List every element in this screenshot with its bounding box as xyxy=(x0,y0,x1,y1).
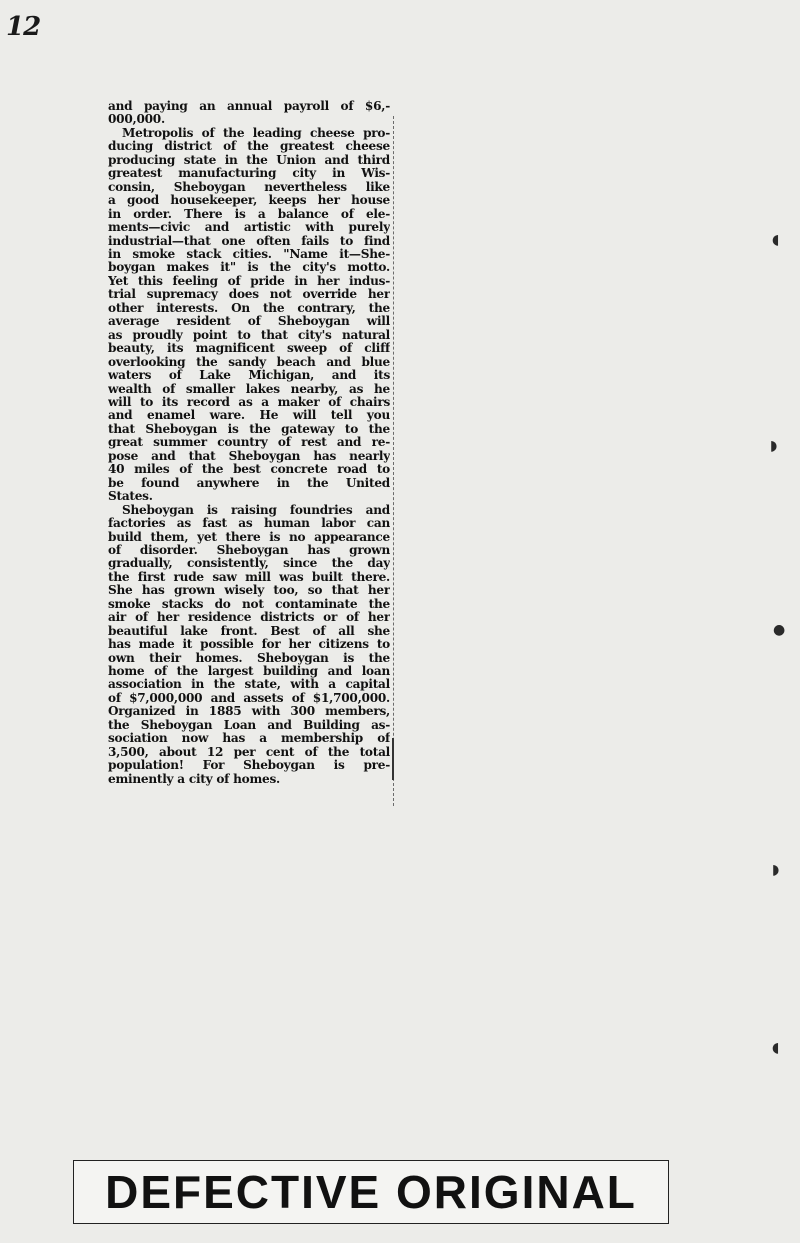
article-line: build them, yet there is no appearance xyxy=(108,530,390,544)
article-line: as proudly point to that city's natural xyxy=(108,328,390,342)
article-line: a good housekeeper, keeps her house xyxy=(108,194,390,208)
article-column xyxy=(108,100,390,786)
defective-original-stamp xyxy=(73,1160,669,1224)
article-line: producing state in the Union and third xyxy=(108,153,390,167)
article-line: and enamel ware. He will tell you xyxy=(108,409,390,423)
article-line: of $7,000,000 and assets of $1,700,000. xyxy=(108,691,390,705)
article-line: association in the state, with a capital xyxy=(108,678,390,692)
stamp-text: DEFECTIVE ORIGINAL xyxy=(105,1166,637,1218)
article-line: that Sheboygan is the gateway to the xyxy=(108,422,390,436)
article-line: waters of Lake Michigan, and its xyxy=(108,369,390,383)
article-line: She has grown wisely too, so that her xyxy=(108,584,390,598)
article-line: 000,000. xyxy=(108,113,165,127)
article-line: other interests. On the contrary, the xyxy=(108,301,390,315)
article-line: ments—civic and artistic with purely xyxy=(108,221,390,235)
punch-hole-mark: ● xyxy=(773,622,786,638)
article-line: greatest manufacturing city in Wis- xyxy=(108,167,390,181)
article-line: pose and that Sheboygan has nearly xyxy=(108,449,390,463)
article-line: consin, Sheboygan nevertheless like xyxy=(108,180,390,194)
article-line: of disorder. Sheboygan has grown xyxy=(108,543,390,557)
article-line: the first rude saw mill was built there. xyxy=(108,570,390,584)
article-line: be found anywhere in the United xyxy=(108,476,390,490)
article-line: 3,500, about 12 per cent of the total xyxy=(108,745,390,759)
article-line: great summer country of rest and re- xyxy=(108,436,390,450)
article-line: in smoke stack cities. "Name it—She- xyxy=(108,247,390,261)
punch-hole-mark: ◗ xyxy=(772,862,780,878)
article-line: industrial—that one often fails to find xyxy=(108,234,390,248)
article-line: average resident of Sheboygan will xyxy=(108,315,390,329)
article-line: factories as fast as human labor can xyxy=(108,517,390,531)
column-rule xyxy=(391,116,394,806)
article-line: beauty, its magnificent sweep of cliff xyxy=(108,342,390,356)
punch-hole-mark: ◗ xyxy=(770,438,778,454)
article-line: population! For Sheboygan is pre- xyxy=(108,759,390,773)
article-line: has made it possible for her citizens to xyxy=(108,638,390,652)
page-number: 12 xyxy=(6,12,41,42)
article-line: beautiful lake front. Best of all she xyxy=(108,624,390,638)
punch-hole-mark: ◖ xyxy=(772,232,780,248)
article-line: eminently a city of homes. xyxy=(108,772,280,786)
article-line: ducing district of the greatest cheese xyxy=(108,140,390,154)
article-line: gradually, consistently, since the day xyxy=(108,557,390,571)
article-line: and paying an annual payroll of $6,- xyxy=(108,100,390,113)
punch-hole-mark: ◖ xyxy=(772,1040,780,1056)
article-line: Yet this feeling of pride in her indus- xyxy=(108,274,390,288)
article-line: in order. There is a balance of ele- xyxy=(108,207,390,221)
article-line: own their homes. Sheboygan is the xyxy=(108,651,390,665)
article-line: air of her residence districts or of her xyxy=(108,611,390,625)
article-line: will to its record as a maker of chairs xyxy=(108,395,390,409)
article-line: trial supremacy does not override her xyxy=(108,288,390,302)
article-line: Organized in 1885 with 300 members, xyxy=(108,705,390,719)
article-line: overlooking the sandy beach and blue xyxy=(108,355,390,369)
newspaper-clipping xyxy=(104,98,394,810)
column-rule-mark xyxy=(392,738,394,780)
article-line: Sheboygan is raising foundries and xyxy=(122,503,390,517)
article-line: smoke stacks do not contaminate the xyxy=(108,597,390,611)
article-line: 40 miles of the best concrete road to xyxy=(108,463,390,477)
article-line: boygan makes it" is the city's motto. xyxy=(108,261,390,275)
article-line: home of the largest building and loan xyxy=(108,665,390,679)
article-line: the Sheboygan Loan and Building as- xyxy=(108,718,390,732)
article-line: sociation now has a membership of xyxy=(108,732,390,746)
article-line: Metropolis of the leading cheese pro- xyxy=(122,126,390,140)
article-line: wealth of smaller lakes nearby, as he xyxy=(108,382,390,396)
article-line: States. xyxy=(108,490,153,504)
